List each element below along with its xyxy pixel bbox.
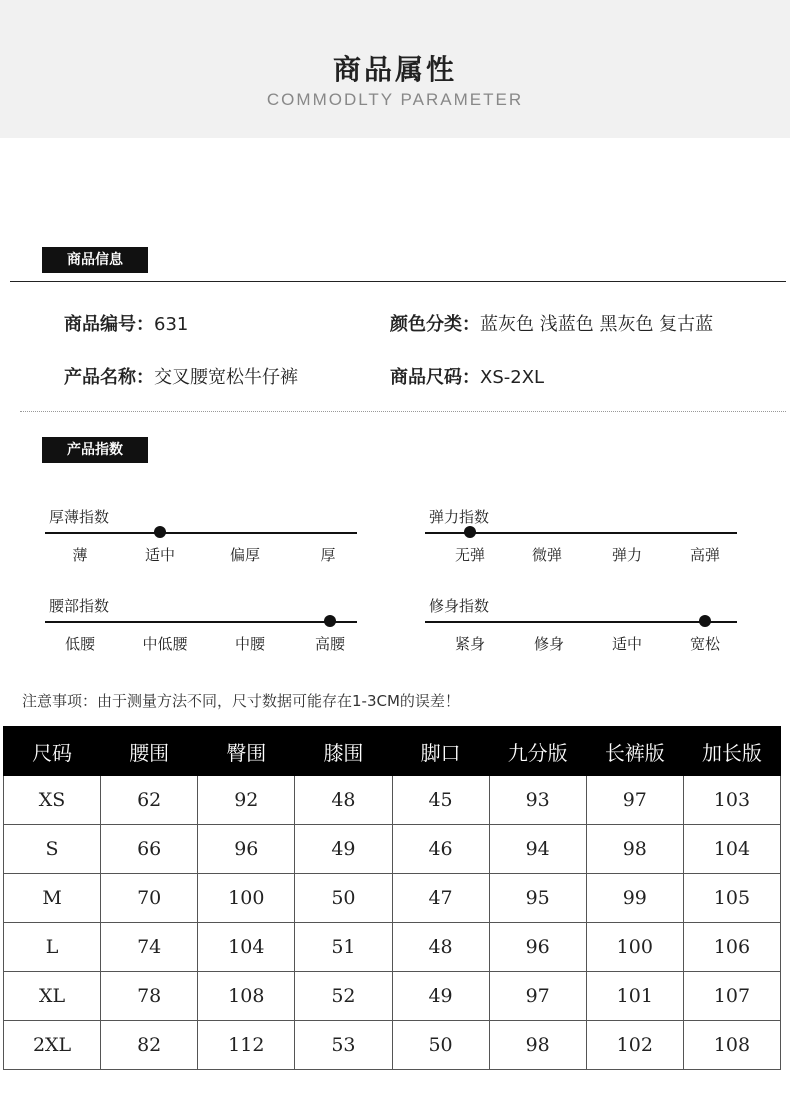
table-cell: 53 — [295, 1021, 392, 1070]
table-cell: M — [4, 874, 101, 923]
color-category-value: 蓝灰色 浅蓝色 黑灰色 复古蓝 — [480, 314, 714, 335]
product-size-label: 商品尺码： — [390, 367, 480, 388]
product-number — [64, 310, 188, 336]
product-info-tag: 商品信息 — [42, 247, 148, 273]
table-cell: 95 — [489, 874, 586, 923]
scale-option-label: 宽松 — [689, 635, 720, 653]
table-cell: 106 — [683, 923, 780, 972]
table-cell: 108 — [683, 1021, 780, 1070]
table-cell: 98 — [586, 825, 683, 874]
table-cell: 50 — [392, 1021, 489, 1070]
scale-marker — [699, 615, 711, 627]
scale-option-label: 低腰 — [64, 635, 95, 653]
table-cell: 70 — [101, 874, 198, 923]
table-cell: S — [4, 825, 101, 874]
product-size-value: XS-2XL — [480, 367, 545, 388]
table-cell: 48 — [392, 923, 489, 972]
scale-option-label: 高弹 — [689, 546, 720, 564]
scale-track — [45, 532, 357, 534]
scale-option-label: 微弹 — [531, 546, 562, 564]
table-cell: 50 — [295, 874, 392, 923]
table-cell: 2XL — [4, 1021, 101, 1070]
size-table-header-cell: 加长版 — [683, 727, 780, 776]
size-table-header-cell: 脚口 — [392, 727, 489, 776]
table-row — [4, 1021, 781, 1070]
scale-option-label: 中低腰 — [142, 635, 188, 653]
size-table-header-cell: 腰围 — [101, 727, 198, 776]
page-title: 商品属性 — [332, 53, 457, 86]
scale-option-label: 高腰 — [314, 635, 345, 653]
table-cell: 102 — [586, 1021, 683, 1070]
scale-title: 修身指数 — [429, 597, 490, 615]
product-size-range — [390, 363, 544, 389]
table-cell: 49 — [392, 972, 489, 1021]
color-category — [390, 310, 713, 336]
scale-title: 厚薄指数 — [49, 508, 110, 526]
table-cell: 45 — [392, 776, 489, 825]
size-table-header-cell: 九分版 — [489, 727, 586, 776]
size-table-header-cell: 尺码 — [4, 727, 101, 776]
table-cell: 104 — [198, 923, 295, 972]
table-row — [4, 972, 781, 1021]
table-cell: 98 — [489, 1021, 586, 1070]
product-indices-tag: 产品指数 — [42, 437, 148, 463]
table-cell: 100 — [586, 923, 683, 972]
measurement-note: 注意事项：由于测量方法不同，尺寸数据可能存在1-3CM的误差！ — [22, 692, 460, 710]
size-table — [3, 726, 781, 1070]
table-cell: 48 — [295, 776, 392, 825]
table-row — [4, 825, 781, 874]
table-cell: 104 — [683, 825, 780, 874]
table-cell: 66 — [101, 825, 198, 874]
table-row — [4, 923, 781, 972]
table-cell: 107 — [683, 972, 780, 1021]
table-cell: XL — [4, 972, 101, 1021]
table-cell: 46 — [392, 825, 489, 874]
table-cell: 92 — [198, 776, 295, 825]
scale-title: 腰部指数 — [49, 597, 110, 615]
table-cell: 100 — [198, 874, 295, 923]
scale-option-label: 无弹 — [454, 546, 485, 564]
scale-option-label: 适中 — [144, 546, 175, 564]
scale-track — [45, 621, 357, 623]
product-name — [64, 363, 298, 389]
scale-option-label: 适中 — [611, 635, 642, 653]
table-cell: 51 — [295, 923, 392, 972]
table-cell: 99 — [586, 874, 683, 923]
table-cell: 96 — [489, 923, 586, 972]
table-cell: 101 — [586, 972, 683, 1021]
size-table-header-cell: 膝围 — [295, 727, 392, 776]
size-table-header-cell: 臀围 — [198, 727, 295, 776]
table-cell: 96 — [198, 825, 295, 874]
scale-marker — [464, 526, 476, 538]
table-cell: 78 — [101, 972, 198, 1021]
table-cell: 47 — [392, 874, 489, 923]
scale-title: 弹力指数 — [429, 508, 490, 526]
product-name-label: 产品名称： — [64, 367, 154, 388]
scale-marker — [154, 526, 166, 538]
table-cell: 52 — [295, 972, 392, 1021]
product-number-label: 商品编号： — [64, 314, 154, 335]
scale-track — [425, 621, 737, 623]
table-cell: 49 — [295, 825, 392, 874]
scale-option-label: 薄 — [72, 546, 88, 564]
scale-option-label: 厚 — [320, 546, 336, 564]
scale-option-label: 弹力 — [611, 546, 642, 564]
dotted-divider — [20, 411, 786, 412]
table-row — [4, 874, 781, 923]
table-cell: 103 — [683, 776, 780, 825]
table-cell: 74 — [101, 923, 198, 972]
scale-option-label: 修身 — [533, 635, 564, 653]
scale-option-label: 中腰 — [234, 635, 265, 653]
table-cell: 97 — [489, 972, 586, 1021]
table-row — [4, 776, 781, 825]
table-cell: 82 — [101, 1021, 198, 1070]
table-cell: L — [4, 923, 101, 972]
table-cell: 62 — [101, 776, 198, 825]
size-table-header-row — [4, 727, 781, 776]
table-cell: 94 — [489, 825, 586, 874]
product-number-value: 631 — [154, 314, 189, 335]
table-cell: 93 — [489, 776, 586, 825]
section-rule — [10, 281, 786, 282]
scale-marker — [324, 615, 336, 627]
table-cell: 105 — [683, 874, 780, 923]
color-category-label: 颜色分类： — [390, 314, 480, 335]
table-cell: XS — [4, 776, 101, 825]
table-cell: 112 — [198, 1021, 295, 1070]
size-table-header-cell: 长裤版 — [586, 727, 683, 776]
scale-option-label: 紧身 — [454, 635, 485, 653]
table-cell: 108 — [198, 972, 295, 1021]
page-subtitle: COMMODLTY PARAMETER — [266, 90, 524, 109]
product-name-value: 交叉腰宽松牛仔裤 — [154, 367, 298, 388]
scale-option-label: 偏厚 — [229, 546, 260, 564]
table-cell: 97 — [586, 776, 683, 825]
